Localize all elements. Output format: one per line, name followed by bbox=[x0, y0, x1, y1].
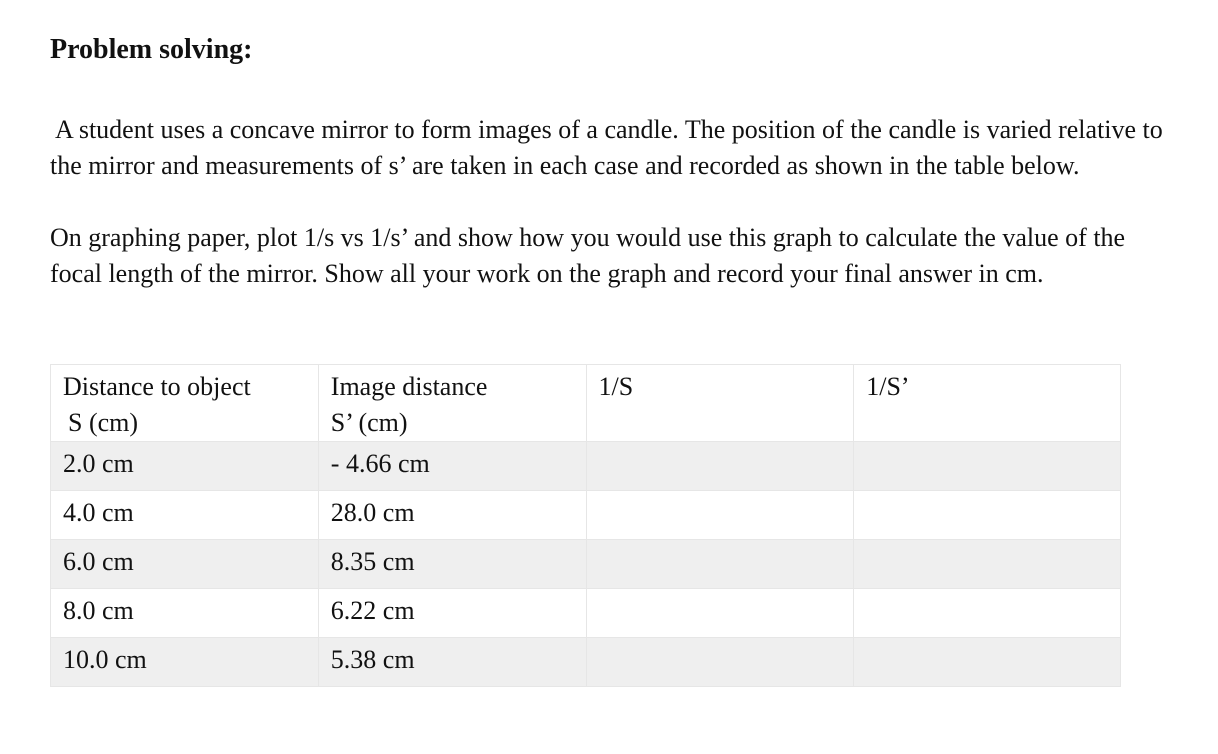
measurements-table bbox=[50, 364, 1121, 687]
cell-inverse-s bbox=[586, 638, 854, 687]
cell-inverse-s bbox=[586, 491, 854, 540]
cell-object-distance: 10.0 cm bbox=[51, 638, 319, 687]
header-object-distance-label: Distance to object bbox=[63, 372, 251, 401]
page-heading: Problem solving: bbox=[50, 34, 253, 65]
problem-instructions: On graphing paper, plot 1/s vs 1/s’ and show how you would use this graph to calculate the value of the focal length of the mirror. Show all your work on the graph and record your final answer in cm. bbox=[50, 223, 1126, 288]
cell-image-distance: - 4.66 cm bbox=[318, 442, 586, 491]
cell-object-distance: 8.0 cm bbox=[51, 589, 319, 638]
problem-description: A student uses a concave mirror to form images of a candle. The position of the candle is varied relative to the mirror and measurements of s’ are taken in each case and recorded as shown in the table below. bbox=[50, 115, 1163, 180]
cell-object-distance: 2.0 cm bbox=[51, 442, 319, 491]
table-row bbox=[51, 540, 1121, 589]
header-image-distance-unit: S’ (cm) bbox=[330, 408, 408, 437]
table-row bbox=[51, 638, 1121, 687]
table-row bbox=[51, 589, 1121, 638]
cell-inverse-s-prime bbox=[854, 491, 1121, 540]
cell-object-distance: 4.0 cm bbox=[51, 491, 319, 540]
cell-image-distance: 6.22 cm bbox=[318, 589, 586, 638]
cell-object-distance: 6.0 cm bbox=[51, 540, 319, 589]
header-image-distance bbox=[318, 365, 586, 442]
header-inverse-s-prime: 1/S’ bbox=[854, 365, 1121, 442]
cell-inverse-s-prime bbox=[854, 442, 1121, 491]
cell-image-distance: 28.0 cm bbox=[318, 491, 586, 540]
cell-inverse-s bbox=[586, 589, 854, 638]
header-inverse-s: 1/S bbox=[586, 365, 854, 442]
cell-inverse-s bbox=[586, 540, 854, 589]
cell-inverse-s bbox=[586, 442, 854, 491]
table-row bbox=[51, 491, 1121, 540]
cell-inverse-s-prime bbox=[854, 589, 1121, 638]
header-image-distance-label: Image distance bbox=[330, 372, 488, 401]
header-object-distance bbox=[51, 365, 319, 442]
cell-image-distance: 5.38 cm bbox=[318, 638, 586, 687]
header-object-distance-unit: S (cm) bbox=[68, 408, 139, 437]
table-row bbox=[51, 442, 1121, 491]
cell-inverse-s-prime bbox=[854, 638, 1121, 687]
table-header-row bbox=[51, 365, 1121, 442]
cell-inverse-s-prime bbox=[854, 540, 1121, 589]
cell-image-distance: 8.35 cm bbox=[318, 540, 586, 589]
